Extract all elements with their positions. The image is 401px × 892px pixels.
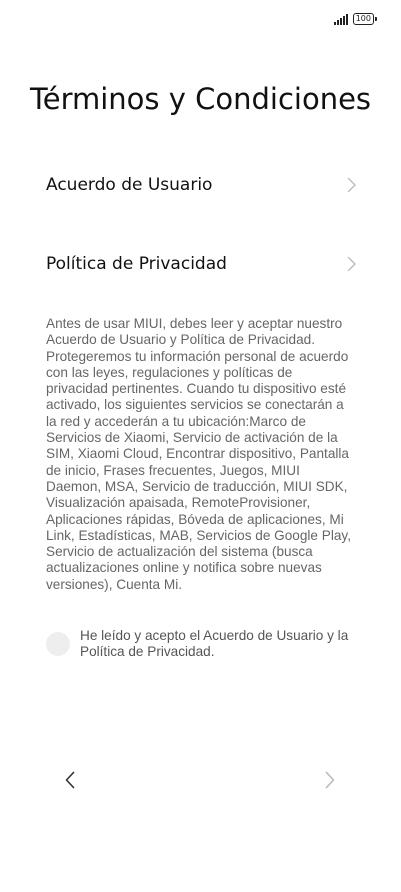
chevron-right-icon — [346, 176, 358, 194]
next-button[interactable] — [318, 770, 342, 794]
page-title: Términos y Condiciones — [29, 82, 372, 116]
signal-icon — [334, 14, 348, 25]
battery-tip — [375, 17, 377, 21]
privacy-policy-link[interactable] — [46, 249, 358, 279]
consent-row — [46, 628, 358, 661]
status-bar — [334, 12, 377, 26]
chevron-left-icon — [64, 771, 76, 793]
consent-label[interactable]: He leído y acepto el Acuerdo de Usuario y la Política de Privacidad. — [80, 628, 349, 660]
privacy-policy-label: Política de Privacidad — [46, 254, 227, 274]
user-agreement-label: Acuerdo de Usuario — [46, 175, 213, 195]
back-button[interactable] — [58, 770, 82, 794]
chevron-right-icon — [346, 255, 358, 273]
user-agreement-link[interactable] — [46, 170, 358, 200]
chevron-right-icon — [324, 771, 336, 793]
terms-description: Antes de usar MIUI, debes leer y aceptar nuestro Acuerdo de Usuario y Política de Privacidad. Protegeremos tu información personal de acuerdo con las leyes, regulaciones y políticas de privacidad pertinentes. Cuando tu dispositivo esté activado, los siguientes servicios se conectarán a la red y accederán a tu ubicación:Marco de Servicios de Xiaomi, Servicio de activación de la SIM, Xiaomi Cloud, Encontrar dispositivo, Pantalla de inicio, Frases frecuentes, Juegos, MIUI Daemon, MSA, Servicio de traducción, MIUI SDK, Visualización apaisada, RemoteProvisioner, Aplicaciones rápidas, Bóveda de aplicaciones, Mi Link, Estadísticas, MAB, Servicios de Google Play, Servicio de actualización del sistema (busca actualizaciones online y notifica sobre nuevas versiones), Cuenta Mi. — [46, 316, 351, 592]
battery-level: 100 — [353, 13, 374, 25]
consent-radio[interactable] — [46, 632, 70, 656]
battery-icon — [353, 13, 377, 25]
